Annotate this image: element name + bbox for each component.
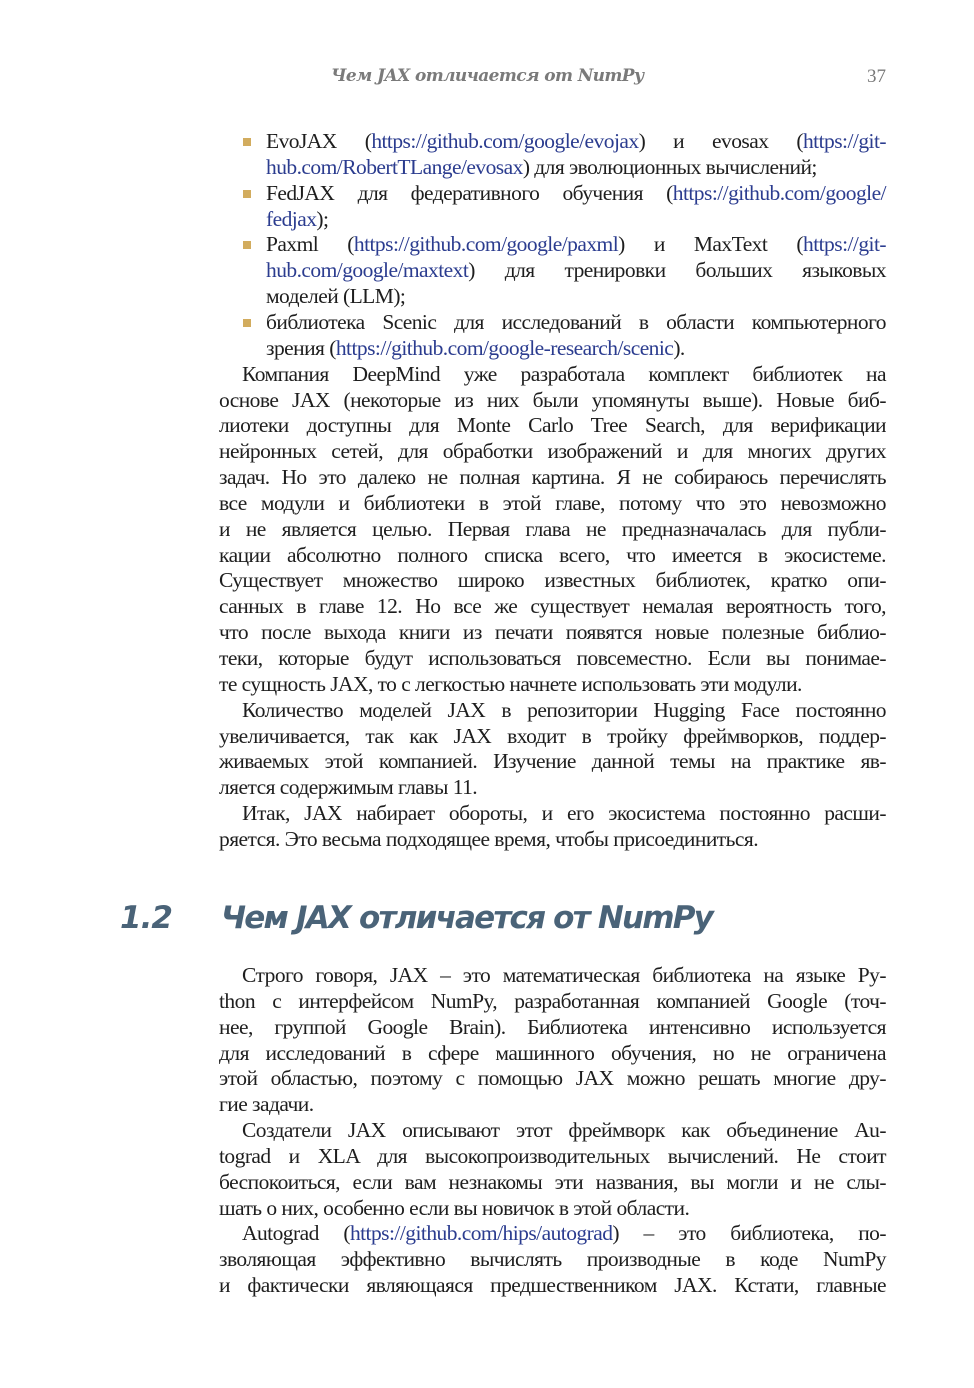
text-run: и не является целью. Первая глава не предназначалась для публи- [219, 517, 886, 541]
text-run: нее, группой Google Brain). Библиотека интенсивно используется [219, 1015, 886, 1039]
paragraph-line [219, 438, 886, 464]
url-link[interactable]: https://github.com/google/ [672, 181, 886, 205]
text-run: моделей (LLM); [266, 284, 406, 308]
paragraph-line [219, 412, 886, 438]
paragraph-line [219, 723, 886, 749]
paragraph-line [219, 988, 886, 1014]
text-run: увеличивается, так как JAX входит в тройку фреймворков, поддер- [219, 724, 886, 748]
text-run: беспокоиться, если вам незнакомы эти названия, вы могли и не слы- [219, 1170, 886, 1194]
text-run: ) – это библиотека, по- [612, 1221, 886, 1245]
text-run: те сущность JAX, то с легкостью начнете использовать эти модули. [219, 672, 802, 696]
paragraph-line [219, 1272, 886, 1298]
url-link[interactable]: https://git- [803, 232, 886, 256]
text-run: ляется содержимым главы 11. [219, 775, 478, 799]
text-run: Строго говоря, JAX – это математическая библиотека на языке Py- [242, 963, 886, 987]
paragraph-line [242, 800, 886, 826]
bullet-item-line [266, 231, 886, 257]
text-run: Существует множество широко известных библиотек, кратко опи- [219, 568, 886, 592]
text-run: FedJAX для федеративного обучения ( [266, 181, 673, 205]
url-link[interactable]: hub.com/RobertTLange/evosax [266, 155, 523, 179]
bullet-item-line [266, 257, 886, 283]
text-run: гие задачи. [219, 1092, 314, 1116]
text-run: ) для эволюционных вычислений; [522, 155, 817, 179]
bullet-item-line [266, 128, 886, 154]
text-run: задач. Но это далеко не полная картина. Я не собираюсь перечислять [219, 465, 886, 489]
paragraph-line [242, 1220, 886, 1246]
paragraph-line [219, 1195, 886, 1221]
text-run: ) и MaxText ( [618, 232, 803, 256]
paragraph-line [219, 774, 886, 800]
section-heading: Чем JAX отличается от NumPy [221, 900, 713, 936]
text-run: и фактически являющаяся предшественником JAX. Кстати, главные [219, 1273, 886, 1297]
text-run: все модули и библиотеки в этой главе, потому что это невозможно [219, 491, 886, 515]
paragraph-line [219, 1246, 886, 1272]
text-run: EvoJAX ( [266, 129, 372, 153]
text-run: ряется. Это весьма подходящее время, чтобы присоединиться. [219, 827, 759, 851]
bullet-marker-icon [243, 190, 251, 198]
bullet-item-line [266, 309, 886, 335]
url-link[interactable]: https://github.com/hips/autograd [349, 1221, 613, 1245]
text-run: лиотеки доступны для Monte Carlo Tree Search, для верификации [219, 413, 886, 437]
paragraph-line [219, 542, 886, 568]
text-run: thon с интерфейсом NumPy, разработанная компанией Google (точ- [219, 989, 886, 1013]
paragraph-line [219, 490, 886, 516]
section-number: 1.2 [120, 900, 172, 936]
paragraph-line [219, 645, 886, 671]
text-run: Итак, JAX набирает обороты, и его экосистема постоянно расши- [242, 801, 886, 825]
text-run: основе JAX (некоторые из них были упомянуты выше). Новые биб- [219, 388, 886, 412]
text-run: нейронных сетей, для обработки изображений и для многих других [219, 439, 886, 463]
text-run: Paxml ( [266, 232, 354, 256]
paragraph-line [219, 516, 886, 542]
bullet-item-line [266, 180, 886, 206]
paragraph-line [219, 671, 886, 697]
text-run: теки, которые будут использоваться повсеместно. Если вы понимае- [219, 646, 886, 670]
text-run: ) и evosax ( [638, 129, 803, 153]
text-run: Autograd ( [242, 1221, 350, 1245]
text-run: что после выхода книги из печати появятся новые полезные библио- [219, 620, 886, 644]
bullet-item-line [266, 206, 886, 232]
paragraph-line [219, 1014, 886, 1040]
paragraph-line [219, 1169, 886, 1195]
paragraph-line [219, 464, 886, 490]
paragraph-line [219, 1065, 886, 1091]
paragraph-line [219, 1091, 886, 1117]
paragraph-line [219, 567, 886, 593]
url-link[interactable]: https://github.com/google-research/scenic [335, 336, 674, 360]
running-title: Чем JAX отличается от NumPy [331, 66, 644, 86]
text-run: живаемых этой компанией. Изучение данной темы на практике яв- [219, 749, 886, 773]
text-run: ) для тренировки больших языковых [468, 258, 886, 282]
paragraph-line [219, 1040, 886, 1066]
paragraph-line [219, 387, 886, 413]
paragraph-line [219, 593, 886, 619]
url-link[interactable]: https://github.com/google/paxml [353, 232, 619, 256]
url-link[interactable]: hub.com/google/maxtext [266, 258, 469, 282]
url-link[interactable]: fedjax [266, 207, 317, 231]
bullet-marker-icon [243, 138, 251, 146]
paragraph-line [242, 361, 886, 387]
text-run: кации абсолютно полного списка всего, что имеется в экосистеме. [219, 543, 886, 567]
page-number: 37 [867, 66, 886, 87]
text-run: библиотека Scenic для исследований в области компьютерного [266, 310, 886, 334]
text-run: ). [673, 336, 685, 360]
paragraph-line [219, 826, 886, 852]
text-run: tograd и XLA для высокопроизводительных вычислений. Не стоит [219, 1144, 886, 1168]
paragraph-line [242, 697, 886, 723]
text-run: санных в главе 12. Но все же существует немалая вероятность того, [219, 594, 886, 618]
text-run: зрения ( [266, 336, 336, 360]
paragraph-line [242, 962, 886, 988]
url-link[interactable]: https://git- [802, 129, 886, 153]
url-link[interactable]: https://github.com/google/evojax [371, 129, 639, 153]
paragraph-line [219, 748, 886, 774]
text-run: зволяющая эффективно вычислять производные в коде NumPy [219, 1247, 886, 1271]
bullet-marker-icon [243, 241, 251, 249]
bullet-marker-icon [243, 319, 251, 327]
bullet-item-line [266, 283, 886, 309]
bullet-item-line [266, 154, 886, 180]
text-run: Количество моделей JAX в репозитории Hugging Face постоянно [242, 698, 886, 722]
text-run: Создатели JAX описывают этот фреймворк как объединение Au- [242, 1118, 886, 1142]
paragraph-line [219, 619, 886, 645]
paragraph-line [219, 1143, 886, 1169]
text-run: Компания DeepMind уже разработала комплект библиотек на [242, 362, 886, 386]
text-run: этой областью, поэтому с помощью JAX можно решать многие дру- [219, 1066, 886, 1090]
bullet-item-line [266, 335, 886, 361]
text-run: для исследований в сфере машинного обучения, но не ограничена [219, 1041, 886, 1065]
text-run: ); [316, 207, 329, 231]
text-run: шать о них, особенно если вы новичок в этой области. [219, 1196, 690, 1220]
paragraph-line [242, 1117, 886, 1143]
